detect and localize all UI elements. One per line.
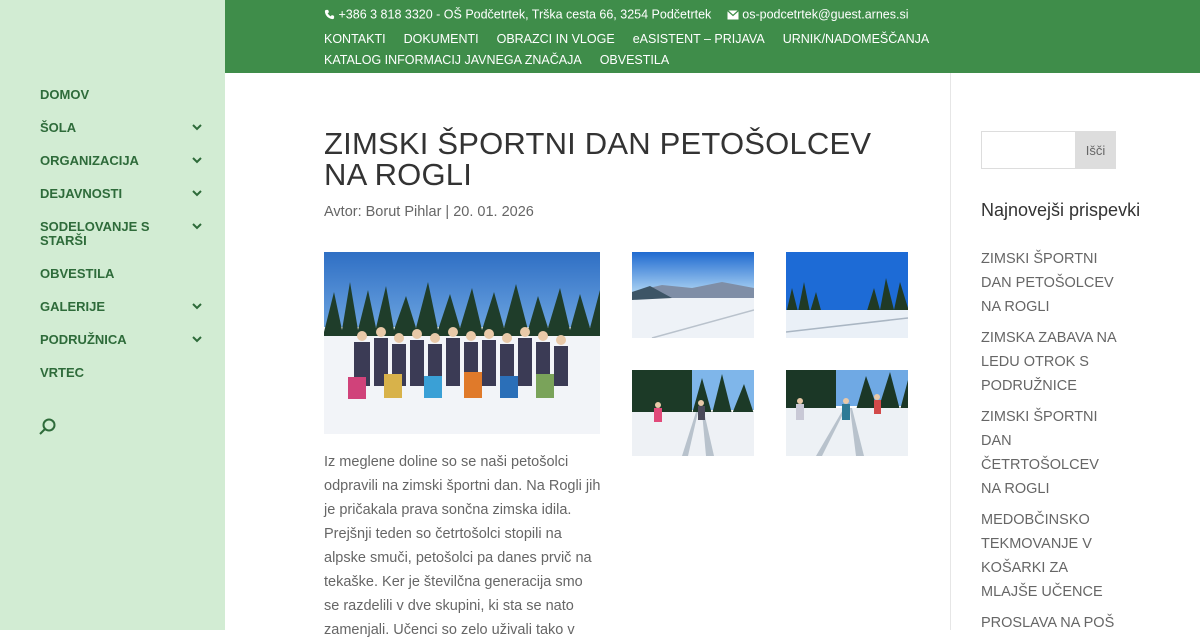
post-header [324, 128, 908, 220]
recent-post-link[interactable]: PROSLAVA NA POŠ [981, 615, 1115, 631]
column-divider [950, 73, 951, 630]
post-meta: Avtor: Borut Pihlar | 20. 01. 2026 [324, 204, 534, 220]
contact-info [324, 7, 909, 22]
recent-posts-title: Najnovejši prispevki [981, 200, 1141, 220]
search-form [981, 131, 1115, 169]
sidebar-nav [0, 88, 225, 399]
sidebar-item-label: OBVESTILA [40, 266, 115, 281]
topnav-katalog[interactable]: KATALOG INFORMACIJ JAVNEGA ZNAČAJA [324, 53, 582, 67]
topnav-easistent[interactable]: eASISTENT – PRIJAVA [632, 32, 765, 46]
group-photo[interactable] [324, 252, 600, 434]
top-header [225, 0, 1200, 73]
sidebar-item-sola[interactable] [0, 121, 225, 135]
sidebar-item-label: DEJAVNOSTI [40, 186, 123, 201]
chevron-down-icon[interactable] [191, 220, 203, 232]
gallery-thumb-1[interactable] [632, 252, 754, 338]
sidebar-item-podruznica[interactable] [0, 333, 225, 347]
sidebar-item-label: SODELOVANJE S STARŠI [40, 219, 150, 248]
topnav-obvestila[interactable]: OBVESTILA [599, 53, 670, 67]
sidebar [0, 0, 225, 630]
sidebar-item-vrtec[interactable] [0, 366, 225, 380]
search-icon[interactable] [38, 417, 58, 437]
contact-email[interactable]: os-podcetrtek@guest.arnes.si [742, 8, 909, 23]
gallery-thumb-4[interactable] [786, 370, 908, 456]
page-title: ZIMSKI ŠPORTNI DAN PETOŠOLCEV NA ROGLI [324, 126, 872, 192]
gallery-thumb-2[interactable] [786, 252, 908, 338]
recent-post-link[interactable]: ZIMSKA ZABAVA NA LEDU OTROK S PODRUŽNICE [981, 330, 1116, 394]
topnav-obrazci[interactable]: OBRAZCI IN VLOGE [496, 32, 615, 46]
chevron-down-icon[interactable] [191, 187, 203, 199]
sidebar-item-label: ŠOLA [40, 120, 77, 135]
sidebar-item-dejavnosti[interactable] [0, 187, 225, 201]
mail-icon [727, 10, 739, 20]
sidebar-item-sodelovanje[interactable] [0, 220, 225, 248]
sidebar-item-domov[interactable] [0, 88, 225, 102]
gallery-thumb-3[interactable] [632, 370, 754, 456]
sidebar-item-organizacija[interactable] [0, 154, 225, 168]
chevron-down-icon[interactable] [191, 300, 203, 312]
sidebar-item-label: PODRUŽNICA [40, 332, 127, 347]
sidebar-item-label: VRTEC [40, 365, 85, 380]
contact-phone: +386 3 818 3320 - OŠ Podčetrtek, Trška cesta 66, 3254 Podčetrtek [338, 7, 712, 22]
recent-post-link[interactable]: ZIMSKI ŠPORTNI DAN PETOŠOLCEV NA ROGLI [981, 251, 1114, 315]
recent-post-link[interactable]: ZIMSKI ŠPORTNI DAN ČETRTOŠOLCEV NA ROGLI [981, 409, 1099, 497]
sidebar-item-obvestila[interactable] [0, 267, 225, 281]
recent-post-link[interactable]: MEDOBČINSKO TEKMOVANJE V KOŠARKI ZA MLAJŠE UČENCE [981, 512, 1103, 600]
topnav-urnik[interactable]: URNIK/NADOMEŠČANJA [782, 32, 930, 46]
chevron-down-icon[interactable] [191, 333, 203, 345]
phone-icon [324, 9, 335, 20]
topnav-kontakti[interactable]: KONTAKTI [324, 32, 386, 46]
top-nav [324, 29, 1044, 71]
sidebar-item-galerije[interactable] [0, 300, 225, 314]
search-input[interactable] [981, 131, 1075, 169]
chevron-down-icon[interactable] [191, 154, 203, 166]
post-body: Iz meglene doline so se naši petošolci odpravili na zimski športni dan. Na Rogli jih je pričakala prava sončna zimska idila. Prejšnji teden so četrtošolci stopili na alpske smuči, petošolci pa danes prvič na tekaške. Ker je številčna generacija smo se razdelili v dve skupini, ki sta se nato zamenjali. Učenci so zelo uživali tako v [324, 454, 601, 638]
topnav-dokumenti[interactable]: DOKUMENTI [403, 32, 479, 46]
sidebar-item-label: GALERIJE [40, 299, 106, 314]
search-button[interactable]: Išči [1075, 131, 1116, 169]
chevron-down-icon[interactable] [191, 121, 203, 133]
sidebar-item-label: ORGANIZACIJA [40, 153, 139, 168]
sidebar-item-label: DOMOV [40, 87, 90, 102]
recent-posts-list [981, 247, 1121, 642]
